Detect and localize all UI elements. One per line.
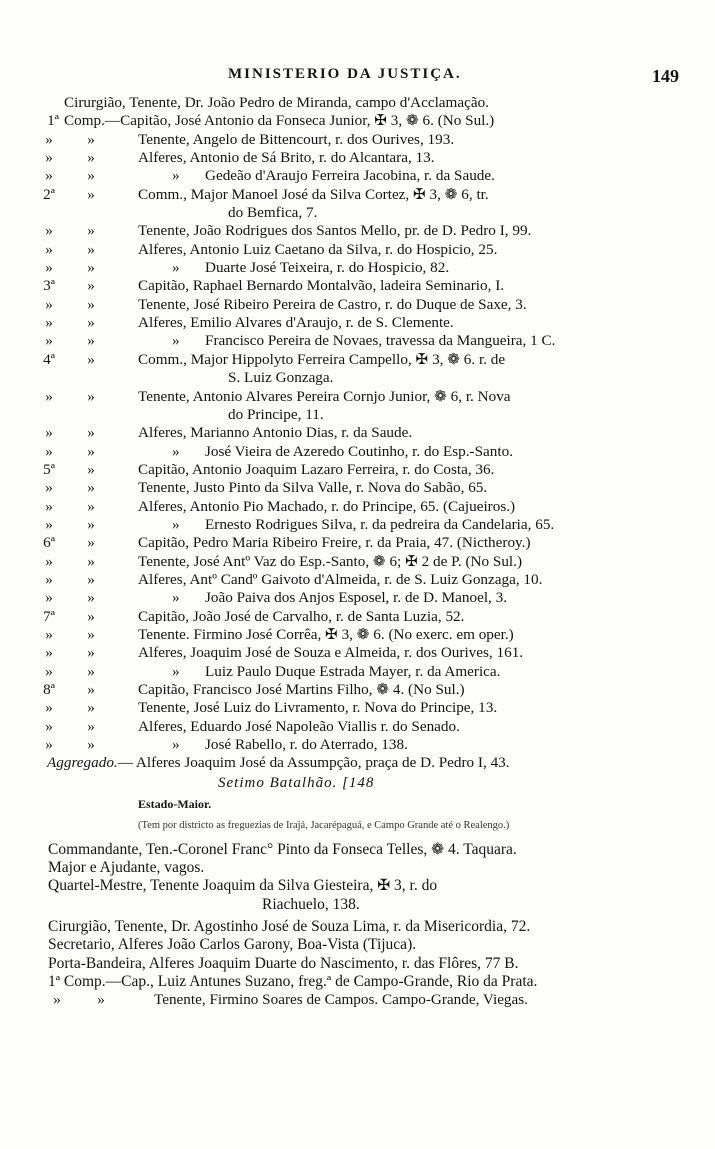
entry-text: Tenente, José Antº Vaz do Esp.-Santo, ❁ 6; ✠ 2 de P. (No Sul.) — [138, 552, 522, 570]
roster-entry — [0, 608, 715, 626]
entry-text: Capitão, Raphael Bernardo Montalvão, ladeira Seminario, I. — [138, 277, 505, 295]
entry-text: Alferes, Antº Candº Gaivoto d'Almeida, r. de S. Luiz Gonzaga, 10. — [138, 570, 543, 588]
entry-text: Tenente, João Rodrigues dos Santos Mello, pr. de D. Pedro I, 99. — [138, 222, 532, 240]
entry-text: Alferes, Joaquim José de Souza e Almeida, r. dos Ourives, 161. — [138, 644, 524, 662]
company-number: » — [45, 717, 53, 735]
district-note — [0, 815, 715, 837]
roster-entry — [0, 314, 715, 332]
entry-text: (Tem por districto as freguezias de Irajá, Jacarépaguá, e Campo Grande até o Realengo.) — [138, 819, 510, 831]
ditto-mark: » — [87, 295, 95, 313]
roster-entry — [0, 534, 715, 552]
entry-text: Duarte José Teixeira, r. do Hospicio, 82. — [205, 259, 450, 277]
entry-text: Tenente, Justo Pinto da Silva Valle, r. Nova do Sabão, 65. — [138, 479, 488, 497]
roster-entry — [0, 841, 715, 859]
roster-entry — [0, 498, 715, 516]
ditto-mark: » — [87, 350, 95, 368]
company-number: » — [45, 625, 53, 643]
entry-text: Quartel-Mestre, Tenente Joaquim da Silva Giesteira, ✠ 3, r. do — [48, 877, 438, 895]
roster-entry — [0, 663, 715, 681]
entry-text: Gedeão d'Araujo Ferreira Jacobina, r. da Saude. — [205, 167, 495, 185]
ditto-mark: » — [87, 387, 95, 405]
ditto-mark: » — [87, 424, 95, 442]
entry-text: Alferes, Antonio de Sá Brito, r. do Alcantara, 13. — [138, 149, 435, 167]
roster-entry — [0, 479, 715, 497]
ditto-mark: » — [87, 460, 95, 478]
roster-entry — [0, 754, 715, 772]
company-number: » — [45, 387, 53, 405]
entry-text: Francisco Pereira de Novaes, travessa da Mangueira, 1 C. — [205, 332, 556, 350]
roster-entry — [0, 241, 715, 259]
roster-entry — [0, 955, 715, 973]
ditto-mark: » — [172, 332, 180, 350]
entry-text: Tenente, José Luiz do Livramento, r. Nova do Principe, 13. — [138, 699, 498, 717]
company-number: 3ª — [43, 277, 55, 295]
ditto-mark: » — [87, 185, 95, 203]
ditto-mark: » — [87, 736, 95, 754]
ditto-mark: » — [87, 644, 95, 662]
entry-text: Alferes, Eduardo José Napoleão Viallis r. do Senado. — [138, 717, 460, 735]
ditto-mark: » — [172, 515, 180, 533]
roster-entry — [0, 424, 715, 442]
entry-text: Capitão, Pedro Maria Ribeiro Freire, r. da Praia, 47. (Nictheroy.) — [138, 534, 531, 552]
company-number: » — [45, 570, 53, 588]
ditto-mark: » — [172, 589, 180, 607]
ditto-mark: » — [87, 130, 95, 148]
entry-text: José Vieira de Azeredo Coutinho, r. do Esp.-Santo. — [205, 442, 513, 460]
entry-text: Tenente. Firmino José Corrêa, ✠ 3, ❁ 6. (No exerc. em oper.) — [138, 625, 514, 643]
ditto-mark: » — [87, 167, 95, 185]
roster-entry — [0, 259, 715, 277]
entry-text — [47, 754, 510, 772]
company-number: » — [45, 424, 53, 442]
ditto-mark: » — [87, 625, 95, 643]
roster-entry — [0, 296, 715, 314]
entry-text: Alferes, Emilio Alvares d'Araujo, r. de S. Clemente. — [138, 314, 454, 332]
entry-text: João Paiva dos Anjos Esposel, r. de D. Manoel, 3. — [205, 589, 508, 607]
roster-entry — [0, 918, 715, 936]
roster-entry — [0, 516, 715, 534]
company-number: » — [45, 552, 53, 570]
ditto-mark: » — [87, 717, 95, 735]
page-header — [0, 66, 715, 90]
ditto-mark: » — [172, 736, 180, 754]
entry-text: Tenente, Firmino Soares de Campos. Campo-Grande, Viegas. — [154, 991, 528, 1009]
running-title: MINISTERIO DA JUSTIÇA. — [228, 66, 462, 82]
ditto-mark: » — [87, 552, 95, 570]
roster-entry — [0, 388, 715, 406]
roster-entry — [0, 167, 715, 185]
ditto-mark: » — [87, 442, 95, 460]
roster-entry — [0, 186, 715, 204]
company-number: 6ª — [43, 534, 55, 552]
section-title — [0, 773, 715, 793]
roster-entry — [0, 277, 715, 295]
roster-entry — [0, 131, 715, 149]
roster-entry — [0, 112, 715, 130]
entry-text: Cirurgião, Tenente, Dr. Agostinho José de Souza Lima, r. da Misericordia, 72. — [48, 918, 531, 936]
entry-text: Tenente, Angelo de Bittencourt, r. dos Ourives, 193. — [138, 130, 455, 148]
company-number: 1ª — [47, 112, 59, 130]
entry-text: 1ª Comp.—Cap., Luiz Antunes Suzano, freg.ª de Campo-Grande, Rio da Prata. — [48, 973, 538, 991]
subsection-title — [0, 793, 715, 815]
company-number: » — [45, 699, 53, 717]
roster-entry — [0, 406, 715, 424]
ditto-mark: » — [87, 259, 95, 277]
entry-text: Alferes, Antonio Luiz Caetano da Silva, r. do Hospicio, 25. — [138, 240, 498, 258]
ditto-mark: » — [87, 332, 95, 350]
roster-entry — [0, 204, 715, 222]
company-number: » — [45, 130, 53, 148]
company-number: » — [53, 991, 61, 1009]
company-number: 2ª — [43, 185, 55, 203]
company-number: » — [45, 240, 53, 258]
entry-text: Alferes, Antonio Pio Machado, r. do Principe, 65. (Cajueiros.) — [138, 497, 516, 515]
company-number: » — [45, 515, 53, 533]
roster-entry — [0, 973, 715, 991]
company-number: » — [45, 259, 53, 277]
entry-text: Capitão, João José de Carvalho, r. de Santa Luzia, 52. — [138, 607, 465, 625]
entry-text: Major e Ajudante, vagos. — [48, 859, 205, 877]
ditto-mark: » — [97, 991, 105, 1009]
ditto-mark: » — [87, 699, 95, 717]
ditto-mark: » — [172, 167, 180, 185]
ditto-mark: » — [87, 570, 95, 588]
company-number: 4ª — [43, 350, 55, 368]
company-number: » — [45, 497, 53, 515]
ditto-mark: » — [87, 314, 95, 332]
roster-list — [0, 94, 715, 1010]
entry-text: Riachuelo, 138. — [262, 895, 360, 913]
company-number: » — [45, 442, 53, 460]
roster-entry — [0, 94, 715, 112]
roster-entry — [0, 736, 715, 754]
entry-text: Porta-Bandeira, Alferes Joaquim Duarte do Nascimento, r. das Flôres, 77 B. — [48, 954, 519, 972]
company-number: » — [45, 314, 53, 332]
company-number: 7ª — [43, 607, 55, 625]
entry-text: José Rabello, r. do Aterrado, 138. — [205, 736, 408, 754]
roster-entry — [0, 553, 715, 571]
entry-text: Cirurgião, Tenente, Dr. João Pedro de Miranda, campo d'Acclamação. — [64, 94, 489, 111]
ditto-mark: » — [87, 277, 95, 295]
ditto-mark: » — [87, 589, 95, 607]
entry-text: Comm., Major Manoel José da Silva Cortez, ✠ 3, ❁ 6, tr. — [138, 185, 489, 203]
roster-entry — [0, 351, 715, 369]
ditto-mark: » — [87, 222, 95, 240]
ditto-mark: » — [172, 662, 180, 680]
roster-entry — [0, 896, 715, 914]
entry-text: Estado-Maior. — [138, 796, 212, 811]
ditto-mark: » — [172, 442, 180, 460]
entry-text: Comp.—Capitão, José Antonio da Fonseca Junior, ✠ 3, ❁ 6. (No Sul.) — [64, 112, 495, 130]
ditto-mark: » — [87, 607, 95, 625]
ditto-mark: » — [87, 662, 95, 680]
entry-text: Alferes, Marianno Antonio Dias, r. da Saude. — [138, 424, 413, 442]
ditto-mark: » — [87, 497, 95, 515]
aggregate-label: Aggregado. — [47, 754, 118, 772]
ditto-mark: » — [87, 515, 95, 533]
entry-text: Commandante, Ten.-Coronel Franc° Pinto da Fonseca Telles, ❁ 4. Taquara. — [48, 840, 517, 858]
roster-entry — [0, 877, 715, 895]
company-number: » — [45, 479, 53, 497]
roster-entry — [0, 589, 715, 607]
entry-text: Tenente, Antonio Alvares Pereira Cornjo Junior, ❁ 6, r. Nova — [138, 387, 511, 405]
company-number: » — [45, 662, 53, 680]
entry-text: do Bemfica, 7. — [228, 204, 318, 222]
company-number: » — [45, 644, 53, 662]
company-number: 8ª — [43, 681, 55, 698]
ditto-mark: » — [87, 240, 95, 258]
entry-text: Ernesto Rodrigues Silva, r. da pedreira da Candelaria, 65. — [205, 515, 555, 533]
roster-entry — [0, 461, 715, 479]
ditto-mark: » — [87, 534, 95, 552]
entry-text: do Principe, 11. — [228, 405, 324, 423]
roster-entry — [0, 332, 715, 350]
entry-text: Tenente, José Ribeiro Pereira de Castro, r. do Duque de Saxe, 3. — [138, 295, 527, 313]
company-number: » — [45, 332, 53, 350]
company-number: 5ª — [43, 460, 55, 478]
page-number: 149 — [652, 66, 679, 86]
entry-text: Luiz Paulo Duque Estrada Mayer, r. da America. — [205, 662, 501, 680]
company-number: » — [45, 149, 53, 167]
roster-entry — [0, 222, 715, 240]
roster-entry — [0, 718, 715, 736]
entry-text: Capitão, Antonio Joaquim Lazaro Ferreira, r. do Costa, 36. — [138, 460, 495, 478]
roster-entry — [0, 859, 715, 877]
company-number: » — [45, 167, 53, 185]
roster-entry — [0, 369, 715, 387]
roster-entry — [0, 626, 715, 644]
roster-entry — [0, 571, 715, 589]
entry-text: Capitão, Francisco José Martins Filho, ❁ 4. (No Sul.) — [138, 681, 465, 698]
ditto-mark: » — [87, 681, 95, 698]
entry-text: Secretario, Alferes João Carlos Garony, Boa-Vista (Tijuca). — [48, 936, 417, 954]
company-number: » — [45, 736, 53, 754]
roster-entry — [0, 443, 715, 461]
roster-entry — [0, 991, 715, 1009]
entry-body: — Alferes Joaquim José da Assumpção, praça de D. Pedro I, 43. — [117, 754, 510, 772]
entry-text: Comm., Major Hippolyto Ferreira Campello, ✠ 3, ❁ 6. r. de — [138, 350, 506, 368]
company-number: » — [45, 222, 53, 240]
entry-text: Setimo Batalhão. [148 — [218, 774, 375, 791]
roster-entry — [0, 699, 715, 717]
roster-entry — [0, 936, 715, 954]
company-number: » — [45, 295, 53, 313]
roster-entry — [0, 681, 715, 699]
roster-entry — [0, 644, 715, 662]
ditto-mark: » — [87, 479, 95, 497]
roster-entry — [0, 149, 715, 167]
entry-text: S. Luiz Gonzaga. — [228, 369, 334, 387]
ditto-mark: » — [172, 259, 180, 277]
ditto-mark: » — [87, 149, 95, 167]
company-number: » — [45, 589, 53, 607]
